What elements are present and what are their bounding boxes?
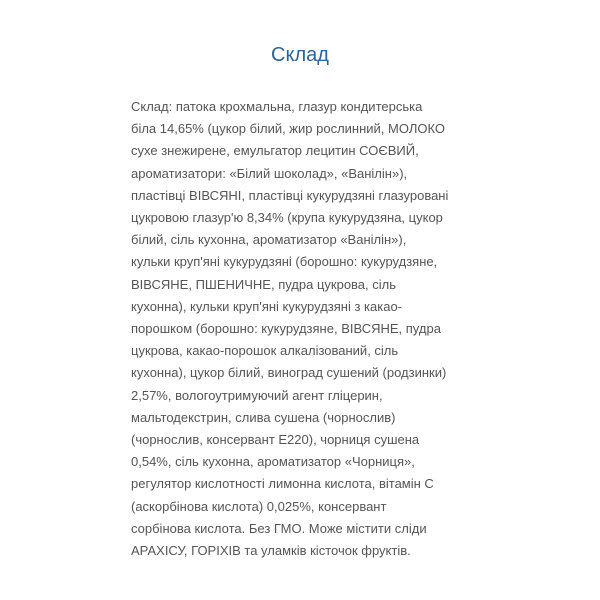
ingredients-line: кульки круп'яні кукурудзяні (борошно: кукурудзяне, bbox=[131, 254, 438, 270]
ingredients-line: цукрова, какао-порошок алкалізований, сіль bbox=[131, 343, 399, 359]
ingredients-line: ароматизатори: «Білий шоколад», «Ванілін»), bbox=[131, 165, 408, 181]
ingredients-line: порошком (борошно: кукурудзяне, ВІВСЯНЕ, пудра bbox=[131, 321, 441, 337]
ingredients-line: мальтодекстрин, слива сушена (чорнослив) bbox=[131, 409, 396, 425]
ingredients-line: АРАХІСУ, ГОРІХІВ та уламків кісточок фруктів. bbox=[131, 543, 411, 559]
ingredients-text bbox=[131, 96, 471, 562]
ingredients-line: (чорнослив, консервант Е220), чорниця сушена bbox=[131, 432, 420, 448]
ingredients-line: кухонна), кульки круп'яні кукурудзяні з какао- bbox=[131, 298, 403, 314]
ingredients-line: 0,54%, сіль кухонна, ароматизатор «Чорниця», bbox=[131, 454, 415, 470]
ingredients-line: Склад: патока крохмальна, глазур кондитерська bbox=[131, 99, 423, 114]
ingredients-line: біла 14,65% (цукор білий, жир рослинний, МОЛОКО bbox=[131, 121, 445, 137]
ingredients-line: пластівці ВІВСЯНІ, пластівці кукурудзяні глазуровані bbox=[131, 187, 449, 203]
section-title: Склад bbox=[271, 44, 329, 66]
ingredients-line: регулятор кислотності лимонна кислота, вітамін С bbox=[131, 476, 434, 492]
ingredients-line: 2,57%, вологоутримуючий агент гліцерин, bbox=[131, 387, 383, 403]
ingredients-line: кухонна), цукор білий, виноград сушений (родзинки) bbox=[131, 365, 447, 381]
ingredients-line: білий, сіль кухонна, ароматизатор «Ванілін»), bbox=[131, 232, 407, 248]
ingredients-line: (аскорбінова кислота) 0,025%, консервант bbox=[131, 498, 387, 514]
ingredients-line: сухе знежирене, емульгатор лецитин СОЄВИЙ, bbox=[131, 143, 419, 159]
ingredients-line: сорбінова кислота. Без ГМО. Може містити сліди bbox=[131, 520, 427, 536]
ingredients-line: цукровою глазур'ю 8,34% (крупа кукурудзяна, цукор bbox=[131, 210, 443, 226]
ingredients-line: ВІВСЯНЕ, ПШЕНИЧНЕ, пудра цукрова, сіль bbox=[131, 276, 397, 292]
